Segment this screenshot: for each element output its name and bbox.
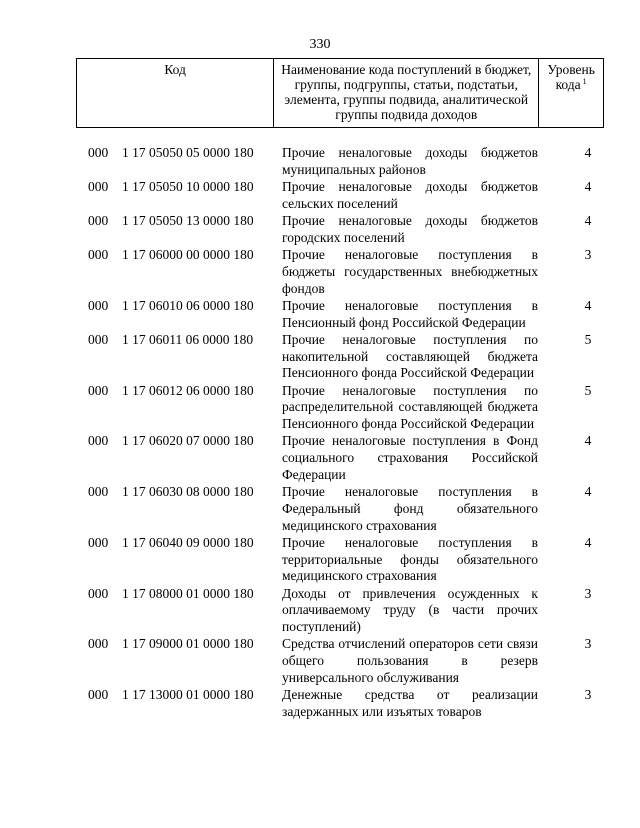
- income-name: Денежные средства от реализации задержанных или изъятых товаров: [282, 687, 538, 719]
- header-code: Код: [77, 59, 274, 127]
- income-code: 1 17 08000 01 0000 180: [122, 585, 254, 601]
- code-level: 4: [584, 145, 592, 160]
- income-code: 1 17 05050 13 0000 180: [122, 212, 254, 228]
- table-row: [0, 383, 640, 433]
- income-code: 1 17 06020 07 0000 180: [122, 433, 254, 449]
- admin-code: 000: [88, 331, 109, 347]
- admin-code: 000: [88, 687, 109, 703]
- income-name: Прочие неналоговые доходы бюджетов сельских поселений: [282, 178, 538, 211]
- header-name: Наименование кода поступлений в бюджет, группы, подгруппы, статьи, подстатьи, элемента, группы подвида, аналитической группы подвида доходов: [274, 59, 539, 127]
- income-name: Прочие неналоговые поступления по распределительной составляющей бюджета Пенсионного фонда Российской Федерации: [282, 382, 538, 432]
- table-row: [0, 298, 640, 332]
- income-name: Средства отчислений операторов сети связи общего пользования в резерв универсального обслуживания: [282, 636, 538, 685]
- income-code: 1 17 06000 00 0000 180: [122, 246, 254, 262]
- income-code: 1 17 13000 01 0000 180: [122, 687, 254, 703]
- income-code: 1 17 06012 06 0000 180: [122, 382, 254, 398]
- table-row: [0, 247, 640, 297]
- code-level: 5: [584, 331, 592, 347]
- page-number: 330: [309, 37, 331, 52]
- admin-code: 000: [88, 246, 109, 262]
- code-level: 3: [584, 246, 592, 262]
- table-row: [0, 433, 640, 483]
- code-level: 5: [584, 382, 592, 398]
- header-level: [539, 59, 603, 127]
- income-code: 1 17 05050 05 0000 180: [122, 145, 254, 160]
- income-name: Прочие неналоговые поступления по накопительной составляющей бюджета Пенсионного фонда Российской Федерации: [282, 331, 538, 381]
- admin-code: 000: [88, 145, 109, 160]
- table-row: [0, 332, 640, 382]
- code-level: 3: [584, 636, 592, 652]
- code-level: 4: [584, 433, 592, 449]
- income-name: Прочие неналоговые поступления в территориальные фонды обязательного медицинского страхования: [282, 534, 538, 584]
- header-level-label: Уровень кода: [547, 62, 595, 92]
- income-name: Прочие неналоговые поступления в Федеральный фонд обязательного медицинского страхования: [282, 484, 538, 533]
- income-name: Доходы от привлечения осужденных к оплачиваемому труду (в части прочих поступлений): [282, 585, 538, 635]
- table-row: [0, 687, 640, 721]
- table-row: [0, 484, 640, 534]
- admin-code: 000: [88, 534, 109, 550]
- admin-code: 000: [88, 636, 109, 652]
- code-level: 4: [584, 534, 592, 550]
- income-code: 1 17 06011 06 0000 180: [122, 331, 254, 347]
- income-code: 1 17 06010 06 0000 180: [122, 297, 254, 313]
- table-row: [0, 179, 640, 213]
- code-level: 4: [584, 178, 592, 194]
- header-level-footnote: 1: [582, 76, 587, 86]
- admin-code: 000: [88, 484, 109, 500]
- table-row: [0, 145, 640, 179]
- income-code: 1 17 06030 08 0000 180: [122, 484, 254, 500]
- income-code: 1 17 06040 09 0000 180: [122, 534, 254, 550]
- code-level: 4: [584, 297, 592, 313]
- code-level: 4: [584, 212, 592, 228]
- admin-code: 000: [88, 433, 109, 449]
- admin-code: 000: [88, 382, 109, 398]
- income-name: Прочие неналоговые поступления в Фонд социального страхования Российской Федерации: [282, 433, 538, 482]
- income-name: Прочие неналоговые доходы бюджетов муниципальных районов: [282, 145, 538, 177]
- income-name: Прочие неналоговые поступления в Пенсионный фонд Российской Федерации: [282, 297, 538, 330]
- table-row: [0, 586, 640, 636]
- code-level: 4: [584, 484, 592, 500]
- table-row: [0, 636, 640, 686]
- income-name: Прочие неналоговые доходы бюджетов городских поселений: [282, 212, 538, 245]
- admin-code: 000: [88, 585, 109, 601]
- code-level: 3: [584, 687, 592, 703]
- table-row: [0, 213, 640, 247]
- table-header: [76, 58, 604, 128]
- income-code: 1 17 09000 01 0000 180: [122, 636, 254, 652]
- code-level: 3: [584, 585, 592, 601]
- income-code: 1 17 05050 10 0000 180: [122, 178, 254, 194]
- table-body: [0, 145, 640, 721]
- income-name: Прочие неналоговые поступления в бюджеты государственных внебюджетных фондов: [282, 246, 538, 296]
- admin-code: 000: [88, 297, 109, 313]
- admin-code: 000: [88, 212, 109, 228]
- table-row: [0, 535, 640, 585]
- admin-code: 000: [88, 178, 109, 194]
